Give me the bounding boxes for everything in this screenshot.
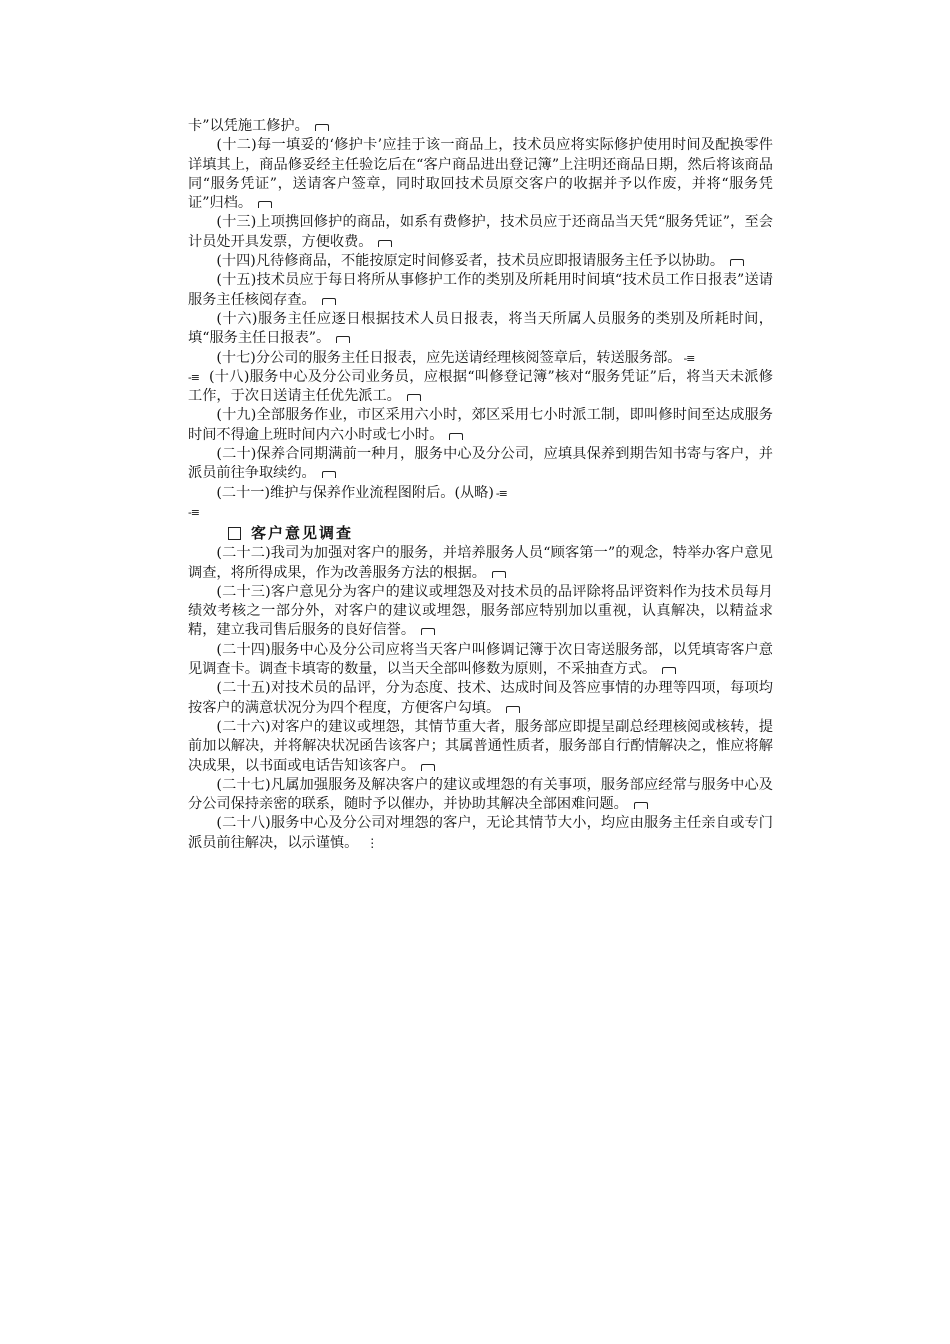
paragraph xyxy=(188,252,773,271)
revision-marker: -≡ xyxy=(683,351,695,365)
paragraph-text: (二十一)维护与保养作业流程图附后。(从略) xyxy=(216,484,494,501)
document-body xyxy=(188,117,773,853)
section-heading-text: 客户意见调查 xyxy=(251,523,354,542)
paragraph-text: (十六)服务主任应逐日根据技术人员日报表，将当天所属人员服务的类别及所耗时间，填“服务主任日报表”。 xyxy=(188,310,773,347)
paragraph-text: (十三)上项携回修护的商品，如系有费修护，技术员应于还商品当天凭“服务凭证”，至会计员处开具发票，方便收费。 xyxy=(188,214,773,250)
paragraph xyxy=(188,679,773,718)
paragraph xyxy=(188,406,773,445)
paragraph xyxy=(188,117,773,136)
paragraph-mark-icon xyxy=(421,628,435,635)
paragraph-mark-icon xyxy=(421,764,435,771)
paragraph-text: (十二)每一填妥的‘修护卡’应挂于该一商品上，技术员应将实际修护使用时间及配换零件详填其上，商品修妥经主任验讫后在“客户商品进出登记簿”上注明还商品日期，然后将该商品同“服务凭证”，送请客户签章，同时取回技术员原交客户的收据并予以作废，并将“服务凭证”归档。 xyxy=(188,137,773,212)
paragraph xyxy=(188,349,773,368)
paragraph xyxy=(188,776,773,815)
paragraph-text: (二十四)服务中心及分公司应将当天客户叫修调记簿于次日寄送服务部，以凭填寄客户意见调查卡。调查卡填寄的数量，以当天全部叫修数为原则，不采抽查方式。 xyxy=(188,641,773,678)
paragraph xyxy=(188,271,773,310)
revision-marker: -≡ xyxy=(495,486,507,500)
paragraph xyxy=(188,136,773,213)
revision-marker: -≡ xyxy=(188,370,199,384)
section-heading xyxy=(188,522,773,544)
paragraph-text: (十五)技术员应于每日将所从事修护工作的类别及所耗用时间填“技术员工作日报表”送请服务主任核阅存查。 xyxy=(188,272,773,308)
paragraph-text: (十九)全部服务作业，市区采用六小时，郊区采用七小时派工制，即叫修时间至达成服务时间不得逾上班时间内六小时或七小时。 xyxy=(188,407,773,443)
paragraph-mark-icon xyxy=(258,201,272,208)
end-marker: ⋮ xyxy=(366,835,379,850)
paragraph-mark-icon xyxy=(322,298,336,305)
checkbox-icon xyxy=(228,527,241,540)
paragraph-mark-icon xyxy=(407,394,421,401)
paragraph-mark-icon xyxy=(378,240,392,247)
paragraph-mark-icon xyxy=(315,124,329,131)
paragraph-mark-icon xyxy=(730,259,744,266)
paragraph-mark-icon xyxy=(322,471,336,478)
paragraph xyxy=(188,641,773,680)
paragraph-mark-icon xyxy=(634,802,648,809)
blank-marker-line: -≡ xyxy=(188,505,199,519)
paragraph-mark-icon xyxy=(449,433,463,440)
paragraph-text: (二十)保养合同期满前一种月，服务中心及分公司，应填具保养到期告知书寄与客户，并派员前往争取续约。 xyxy=(188,446,773,482)
paragraph xyxy=(188,583,773,641)
paragraph xyxy=(188,718,773,776)
paragraph-group-2 xyxy=(188,544,773,853)
paragraph xyxy=(188,310,773,349)
paragraph-text: (二十六)对客户的建议或埋怨，其情节重大者，服务部应即提呈副总经理核阅或核转，提前加以解决，并将解决状况函告该客户；其属普通性质者，服务部自行酌情解决之，惟应将解决成果，以书面或电话告知该客户。 xyxy=(188,718,773,774)
paragraph xyxy=(188,484,773,503)
paragraph-mark-icon xyxy=(492,571,506,578)
paragraph-text: (十七)分公司的服务主任日报表，应先送请经理核阅签章后，转送服务部。 xyxy=(216,349,682,366)
paragraph-text: (二十八)服务中心及分公司对埋怨的客户，无论其情节大小，均应由服务主任亲自或专门派员前往解决，以示谨慎。 xyxy=(188,815,773,851)
paragraph-mark-icon xyxy=(662,667,676,674)
paragraph xyxy=(188,368,773,407)
paragraph-text: (十八)服务中心及分公司业务员，应根据“叫修登记簿”核对“服务凭证”后，将当天未派修工作，于次日送请主任优先派工。 xyxy=(188,368,773,405)
paragraph-mark-icon xyxy=(506,706,520,713)
paragraph xyxy=(188,544,773,583)
paragraph xyxy=(188,814,773,853)
paragraph-text: (二十七)凡属加强服务及解决客户的建议或埋怨的有关事项，服务部应经常与服务中心及分公司保持亲密的联系，随时予以催办，并协助其解决全部困难问题。 xyxy=(188,776,773,813)
paragraph-text: (二十三)客户意见分为客户的建议或埋怨及对技术员的品评除将品评资料作为技术员每月绩效考核之一部分外，对客户的建议或埋怨，服务部应特别加以重视，认真解决，以精益求精，建立我司售后服务的良好信誉。 xyxy=(188,583,773,639)
paragraph xyxy=(188,213,773,252)
paragraph-text: (十四)凡待修商品，不能按原定时间修妥者，技术员应即报请服务主任予以协助。 xyxy=(216,253,725,270)
paragraph-text: (二十二)我司为加强对客户的服务，并培养服务人员“顾客第一”的观念，特举办客户意见调查，将所得成果，作为改善服务方法的根据。 xyxy=(188,545,773,581)
paragraph xyxy=(188,445,773,484)
paragraph-text: (二十五)对技术员的品评，分为态度、技术、达成时间及答应事情的办理等四项，每项均按客户的满意状况分为四个程度，方便客户勾填。 xyxy=(188,680,773,716)
paragraph-mark-icon xyxy=(336,336,350,343)
paragraph-text: 卡”以凭施工修护。 xyxy=(188,118,309,134)
paragraph-group-1 xyxy=(188,117,773,503)
